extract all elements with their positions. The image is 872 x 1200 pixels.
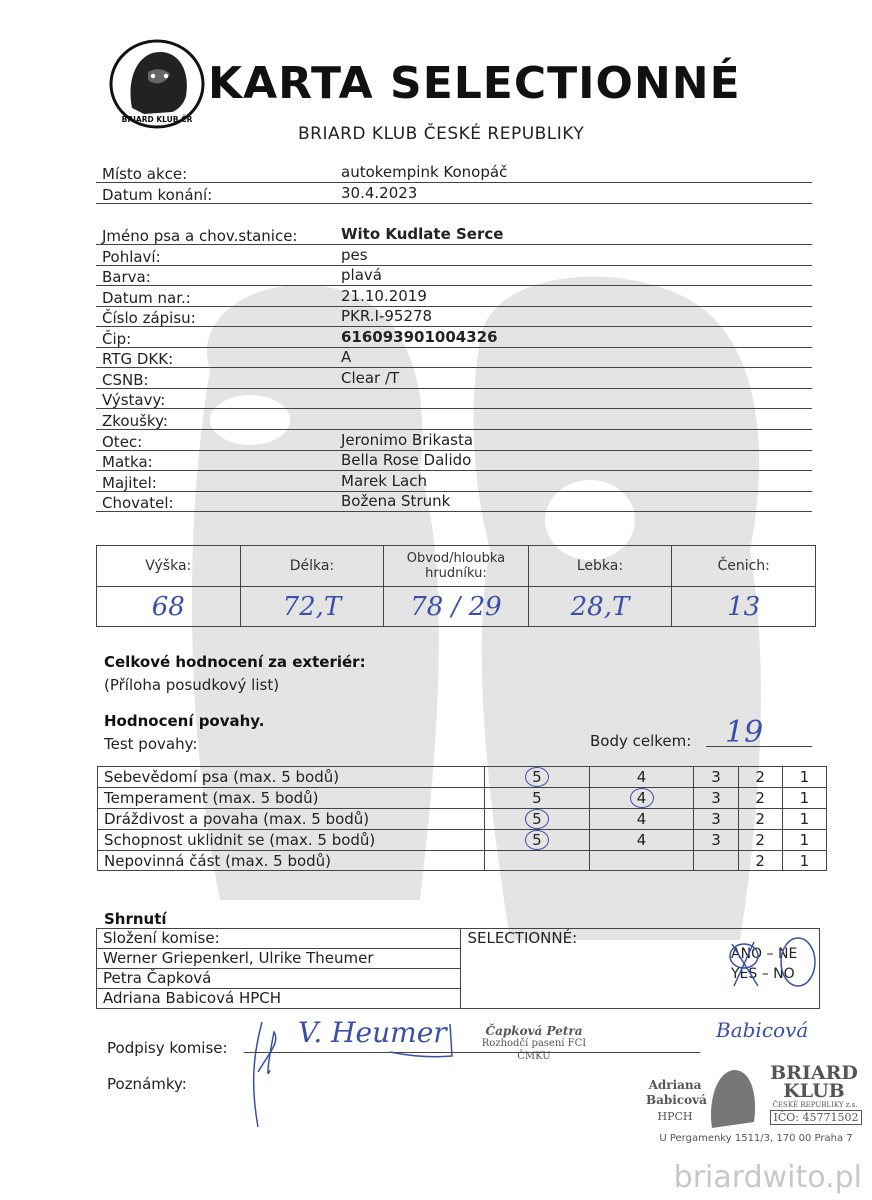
score-cell: 2 bbox=[738, 830, 782, 851]
temperament-row bbox=[98, 767, 827, 788]
measure-header-hrudnik: Obvod/hloubka hrudníku: bbox=[384, 546, 528, 587]
score-circled: 5 bbox=[525, 767, 549, 787]
measurements-header-row bbox=[97, 546, 816, 587]
score-cell: 3 bbox=[694, 809, 738, 830]
stamp-person-last: Babicová bbox=[646, 1093, 707, 1107]
field-value: pes bbox=[341, 246, 368, 264]
score-cell bbox=[485, 830, 590, 851]
field-line bbox=[96, 367, 812, 368]
commission-member: Werner Griepenkerl, Ulrike Theumer bbox=[97, 949, 461, 969]
field-label: Číslo zápisu: bbox=[102, 309, 196, 327]
field-value: 21.10.2019 bbox=[341, 287, 427, 305]
commission-member: Petra Čapková bbox=[97, 969, 461, 989]
stamp-person-first: Adriana bbox=[648, 1078, 702, 1092]
field-line bbox=[96, 408, 812, 409]
field-value: PKR.I-95278 bbox=[341, 307, 433, 325]
stamp-judge-title: Rozhodčí pasení FCI bbox=[481, 1038, 587, 1049]
score-circled: 5 bbox=[525, 830, 549, 850]
score-cell: 2 bbox=[738, 788, 782, 809]
measure-value-vyska: 68 bbox=[97, 587, 241, 627]
stamp-person-title: HPCH bbox=[657, 1110, 693, 1123]
field-line bbox=[96, 388, 812, 389]
criterion-label: Schopnost uklidnit se (max. 5 bodů) bbox=[98, 830, 485, 851]
stamp-address: U Pergamenky 1511/3, 170 00 Praha 7 bbox=[659, 1133, 853, 1144]
score-cell: 2 bbox=[738, 767, 782, 788]
temperament-row bbox=[98, 788, 827, 809]
field-line bbox=[96, 429, 812, 430]
yes-no-option: YES – NO bbox=[731, 966, 795, 982]
measurements-table bbox=[96, 545, 816, 627]
signatures-label: Podpisy komise: bbox=[107, 1039, 228, 1057]
score-cell bbox=[694, 851, 738, 871]
summary-heading: Shrnutí bbox=[104, 910, 167, 928]
score-cell: 1 bbox=[782, 830, 826, 851]
measure-value-delka: 72,T bbox=[240, 587, 384, 627]
field-label: Chovatel: bbox=[102, 494, 174, 512]
score-cell: 4 bbox=[589, 767, 694, 788]
field-line bbox=[96, 470, 812, 471]
stamp-club-line2: KLUB bbox=[783, 1080, 845, 1102]
field-value: autokempink Konopáč bbox=[341, 163, 508, 181]
field-value: 616093901004326 bbox=[341, 328, 498, 346]
criterion-label: Dráždivost a povaha (max. 5 bodů) bbox=[98, 809, 485, 830]
measurements-values-row bbox=[97, 587, 816, 627]
stamp-judge-org: ČMKU bbox=[517, 1051, 551, 1062]
stamp-judge-name: Čapková Petra bbox=[485, 1024, 583, 1038]
score-cell: 2 bbox=[738, 809, 782, 830]
field-line bbox=[96, 285, 812, 286]
score-cell bbox=[589, 788, 694, 809]
temperament-row bbox=[98, 851, 827, 871]
field-label: Majitel: bbox=[102, 474, 157, 492]
criterion-label: Sebevědomí psa (max. 5 bodů) bbox=[98, 767, 485, 788]
document-title: KARTA SELECTIONNÉ bbox=[208, 58, 741, 109]
field-line bbox=[96, 306, 812, 307]
field-label: Datum konání: bbox=[102, 186, 213, 204]
field-label: CSNB: bbox=[102, 371, 149, 389]
temperament-row bbox=[98, 830, 827, 851]
website-watermark: briardwito.pl bbox=[673, 1160, 862, 1195]
score-cell: 5 bbox=[485, 788, 590, 809]
stamp-club-line1: BRIARD bbox=[770, 1062, 858, 1084]
field-value: 30.4.2023 bbox=[341, 184, 418, 202]
score-cell: 3 bbox=[694, 830, 738, 851]
score-cell: 3 bbox=[694, 767, 738, 788]
measure-header-cenich: Čenich: bbox=[672, 546, 816, 587]
field-label: Čip: bbox=[102, 330, 132, 348]
score-cell: 1 bbox=[782, 788, 826, 809]
field-label: Výstavy: bbox=[102, 391, 166, 409]
field-label: Matka: bbox=[102, 453, 153, 471]
exterier-note: (Příloha posudkový list) bbox=[104, 676, 280, 694]
score-cell bbox=[485, 809, 590, 830]
score-cell bbox=[485, 767, 590, 788]
score-cell: 1 bbox=[782, 851, 826, 871]
field-value: Wito Kudlate Serce bbox=[341, 225, 504, 243]
field-line bbox=[96, 203, 812, 204]
measure-header-delka: Délka: bbox=[240, 546, 384, 587]
score-cell: 4 bbox=[589, 830, 694, 851]
field-label: Zkoušky: bbox=[102, 412, 168, 430]
stamp-dog-icon bbox=[706, 1062, 760, 1132]
field-label: Barva: bbox=[102, 268, 151, 286]
field-line bbox=[96, 511, 812, 512]
measure-value-lebka: 28,T bbox=[528, 587, 672, 627]
field-value: Marek Lach bbox=[341, 472, 427, 490]
commission-label: Složení komise: bbox=[97, 929, 461, 949]
stamp-club-line3: ČESKÉ REPUBLIKY z.s. bbox=[772, 1101, 858, 1109]
document-subtitle: BRIARD KLUB ČESKÉ REPUBLIKY bbox=[298, 124, 585, 144]
score-cell: 2 bbox=[738, 851, 782, 871]
score-cell bbox=[485, 851, 590, 871]
summary-table bbox=[96, 928, 820, 1009]
field-label: Otec: bbox=[102, 433, 143, 451]
total-points-value: 19 bbox=[725, 715, 764, 750]
field-line bbox=[96, 326, 812, 327]
field-value: Bella Rose Dalido bbox=[341, 451, 472, 469]
field-value: A bbox=[341, 348, 352, 366]
exterier-heading: Celkové hodnocení za exteriér: bbox=[104, 653, 366, 671]
score-cell bbox=[589, 851, 694, 871]
field-label: Datum nar.: bbox=[102, 289, 191, 307]
criterion-label: Temperament (max. 5 bodů) bbox=[98, 788, 485, 809]
field-line bbox=[96, 491, 812, 492]
test-povahy-label: Test povahy: bbox=[104, 735, 198, 753]
score-circled: 5 bbox=[525, 809, 549, 829]
signature-1: V. Heumer bbox=[298, 1016, 447, 1049]
commission-member: Adriana Babicová HPCH bbox=[97, 989, 461, 1009]
field-value: Jeronimo Brikasta bbox=[341, 431, 474, 449]
score-cell: 4 bbox=[589, 809, 694, 830]
field-line bbox=[96, 265, 812, 266]
field-label: Pohlaví: bbox=[102, 248, 161, 266]
ano-ne-option: ANO – NE bbox=[731, 946, 798, 962]
score-cell: 1 bbox=[782, 809, 826, 830]
total-points-label: Body celkem: bbox=[590, 732, 692, 750]
field-line bbox=[96, 182, 812, 183]
score-cell: 1 bbox=[782, 767, 826, 788]
signature-2: Babicová bbox=[716, 1018, 809, 1042]
selection-marks bbox=[724, 934, 820, 992]
score-circled: 4 bbox=[630, 788, 654, 808]
briard-klub-logo bbox=[108, 38, 206, 130]
field-value: Clear /T bbox=[341, 369, 400, 387]
measure-value-cenich: 13 bbox=[672, 587, 816, 627]
measure-value-hrudnik: 78 / 29 bbox=[384, 587, 528, 627]
field-label: RTG DKK: bbox=[102, 350, 174, 368]
criterion-label: Nepovinná část (max. 5 bodů) bbox=[98, 851, 485, 871]
total-points-line bbox=[706, 746, 812, 747]
field-line bbox=[96, 347, 812, 348]
selection-label: SELECTIONNÉ: bbox=[467, 929, 578, 947]
score-cell: 3 bbox=[694, 788, 738, 809]
povaha-heading: Hodnocení povahy. bbox=[104, 712, 265, 730]
measure-header-lebka: Lebka: bbox=[528, 546, 672, 587]
stamp-club-ico: IČO: 45771502 bbox=[770, 1110, 862, 1125]
field-value: Božena Strunk bbox=[341, 492, 451, 510]
field-value: plavá bbox=[341, 266, 382, 284]
measure-header-vyska: Výška: bbox=[97, 546, 241, 587]
temperament-table bbox=[97, 766, 827, 871]
temperament-row bbox=[98, 809, 827, 830]
notes-label: Poznámky: bbox=[107, 1075, 187, 1093]
logo-text: BRIARD KLUB ČR bbox=[121, 115, 193, 124]
field-line bbox=[96, 244, 812, 245]
field-label: Jméno psa a chov.stanice: bbox=[102, 227, 298, 245]
field-label: Místo akce: bbox=[102, 165, 188, 183]
